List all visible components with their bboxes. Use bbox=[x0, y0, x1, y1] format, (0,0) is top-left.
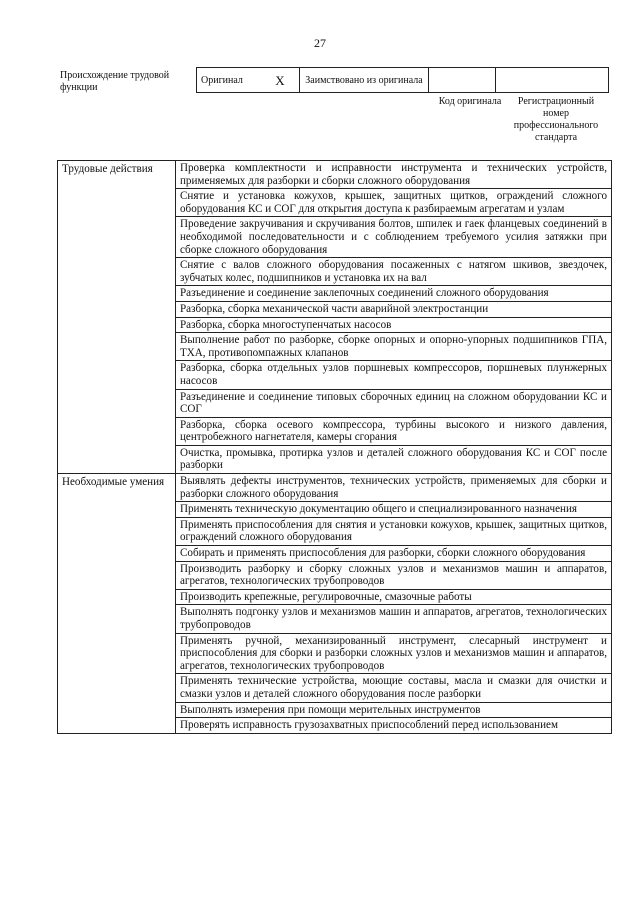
section-item: Разъединение и соединение заклепочных соединений сложного оборудования bbox=[176, 286, 612, 302]
section-item: Применять приспособления для снятия и установки кожухов, крышек, защитных щитков, ограждений сложного оборудования bbox=[176, 517, 612, 545]
code-caption: Код оригинала bbox=[438, 96, 502, 107]
section-item: Разборка, сборка механической части аварийной электростанции bbox=[176, 301, 612, 317]
section-item: Разборка, сборка отдельных узлов поршневых компрессоров, поршневых плунжерных насосов bbox=[176, 361, 612, 389]
original-mark: X bbox=[261, 68, 300, 93]
function-table bbox=[57, 160, 612, 734]
origin-row bbox=[197, 68, 609, 93]
section-item: Разборка, сборка многоступенчатых насосов bbox=[176, 317, 612, 333]
section-item: Очистка, промывка, протирка узлов и деталей сложного оборудования КС и СОГ после разборки bbox=[176, 445, 612, 473]
section-item: Проведение закручивания и скручивания болтов, шпилек и гаек фланцевых соединений в необходимой последовательности и с соблюдением требуемого усилия затяжки при сборке сложного оборудования bbox=[176, 217, 612, 258]
section-item: Выполнять измерения при помощи мерительных инструментов bbox=[176, 702, 612, 718]
section-item: Разборка, сборка осевого компрессора, турбины высокого и низкого давления, центробежного нагнетателя, камеры сгорания bbox=[176, 417, 612, 445]
table-row bbox=[58, 474, 612, 502]
section-item: Выполнять подгонку узлов и механизмов машин и аппаратов, агрегатов, технологических трубопроводов bbox=[176, 605, 612, 633]
section-item: Производить разборку и сборку сложных узлов и механизмов машин и аппаратов, агрегатов, технологических трубопроводов bbox=[176, 561, 612, 589]
section-item: Выявлять дефекты инструментов, технических устройств, применяемых для сборки и разборки сложного оборудования bbox=[176, 474, 612, 502]
section-item: Проверка комплектности и исправности инструмента и технических устройств, применяемых для разборки и сборки сложного оборудования bbox=[176, 161, 612, 189]
origin-label: Происхождение трудовой функции bbox=[60, 70, 170, 93]
section-title: Необходимые умения bbox=[58, 474, 176, 734]
page-number: 27 bbox=[314, 36, 326, 50]
section-item: Выполнение работ по разборке, сборке опорных и опорно-упорных подшипников ГПА, ТХА, противопомпажных клапанов bbox=[176, 333, 612, 361]
table-row bbox=[58, 161, 612, 189]
reg-number-caption: Регистрационный номер профессионального стандарта bbox=[513, 96, 599, 143]
reg-number-cell bbox=[496, 68, 609, 93]
function-table-body bbox=[58, 161, 612, 734]
section-item: Применять техническую документацию общего и специализированного назначения bbox=[176, 502, 612, 518]
section-item: Применять ручной, механизированный инструмент, слесарный инструмент и приспособления для сборки и разборки сложных узлов и механизмов машин и аппаратов, агрегатов, технологических трубопроводов bbox=[176, 633, 612, 674]
section-title: Трудовые действия bbox=[58, 161, 176, 474]
section-item: Проверять исправность грузозахватных приспособлений перед использованием bbox=[176, 718, 612, 734]
section-item: Собирать и применять приспособления для разборки, сборки сложного оборудования bbox=[176, 546, 612, 562]
origin-table bbox=[196, 67, 609, 93]
section-item: Производить крепежные, регулировочные, смазочные работы bbox=[176, 589, 612, 605]
code-cell bbox=[429, 68, 496, 93]
section-item: Снятие и установка кожухов, крышек, защитных щитков, ограждений сложного оборудования КС и СОГ для открытия доступа к разбираемым агрегатам и узлам bbox=[176, 189, 612, 217]
borrowed-cell: Заимствовано из оригинала bbox=[300, 68, 429, 93]
section-item: Применять технические устройства, моющие составы, масла и смазки для очистки и смазки узлов и деталей сложного оборудования после разборки bbox=[176, 674, 612, 702]
section-item: Снятие с валов сложного оборудования посаженных с натягом шкивов, звездочек, зубчатых колес, подшипников и установка их на вал bbox=[176, 258, 612, 286]
section-item: Разъединение и соединение типовых сборочных единиц на сложном оборудовании КС и СОГ bbox=[176, 389, 612, 417]
original-cell: Оригинал bbox=[197, 68, 262, 93]
